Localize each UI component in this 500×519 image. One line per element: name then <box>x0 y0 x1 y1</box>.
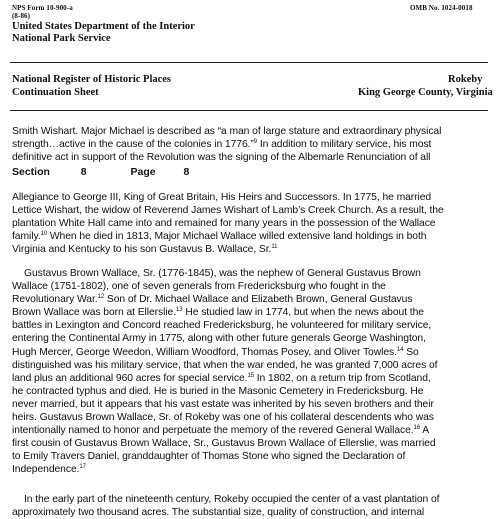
footnote-ref: 10 <box>40 231 48 238</box>
text-line: strength…active in the cause of the colonies in 1776.”$^9$ In addition to military service, his most <box>12 139 432 151</box>
text-line: Revolutionary War.$^{12}$ Son of Dr. Michael Wallace and Elizabeth Brown, General Gustavus <box>12 294 413 306</box>
text-line: Wallace (1751-1802), one of seven generals from Fredericksburg who fought in the <box>12 281 386 293</box>
paragraph-2 <box>12 267 498 477</box>
text-line: land plus an additional 960 acres for special service.$^{15}$ In 1802, on a return trip from Scotland, <box>12 372 431 384</box>
continued-paragraph <box>12 125 498 164</box>
text-line: plantation White Hall came into and remained for many years in the possession of the Wallace <box>12 218 436 230</box>
footnote-ref: 12 <box>97 294 105 301</box>
register-subtitle: Continuation Sheet <box>12 87 99 98</box>
text-line: entering the Continental Army in 1775, along with other future generals George Washington, <box>12 333 426 345</box>
text-line: approximately two thousand acres. The substantial size, quality of construction, and internal <box>12 507 425 519</box>
property-name: Rokeby <box>448 74 483 85</box>
text-line: Hugh Mercer, George Weedon, William Woodford, Thomas Posey, and Oliver Towles.$^{14}$ So <box>12 346 419 358</box>
text-line: first cousin of Gustavus Brown Wallace, Sr., Gustavus Brown Wallace of Ellerslie, was married <box>12 438 436 450</box>
section-label: Section 8 <box>12 166 87 178</box>
text-line: intentionally named to honor and perpetuate the memory of the revered General Wallace.$^{16}$ A <box>12 425 430 437</box>
form-id: NPS Form 10-900-a <box>12 4 73 12</box>
paragraph-3 <box>12 493 498 519</box>
footnote-ref: 13 <box>176 307 183 314</box>
text-line: family.$^{10}$ When he died in 1813, Major Michael Wallace willed extensive land holdings in both <box>12 231 427 243</box>
footnote-ref: 11 <box>271 244 278 251</box>
header-rule-top <box>10 62 488 63</box>
text-line: Brown Wallace was born at Ellerslie.$^{13}$ He studied law in 1774, but when the news about the <box>12 307 424 319</box>
agency-department: United States Department of the Interior <box>12 21 195 32</box>
text-line: Independence.$^{17}$ <box>12 464 86 476</box>
footnote-ref: 9 <box>253 139 258 146</box>
agency-service: National Park Service <box>12 33 111 44</box>
register-title: National Register of Historic Places <box>12 74 172 85</box>
text-line: to Emily Travers Daniel, granddaughter of Thomas Stone who signed the Declaration of <box>12 451 406 463</box>
footnote-ref: 14 <box>396 346 404 353</box>
text-line: Smith Wishart. Major Michael is described as “a man of large stature and extraordinary physical <box>12 126 442 137</box>
footnote-ref: 16 <box>413 425 421 432</box>
page-label: Page 8 <box>130 166 190 178</box>
header-rule-bottom <box>10 110 488 111</box>
text-line: Gustavus Brown Wallace, Sr. (1776-1845), was the nephew of General Gustavus Brown <box>24 268 421 279</box>
footnote-ref: 15 <box>247 372 254 379</box>
text-line: In the early part of the nineteenth century, Rokeby occupied the center of a vast plantation of <box>24 494 440 505</box>
text-line: Allegiance to George III, King of Great Britain, His Heirs and Successors. In 1775, he married <box>12 192 432 203</box>
form-date: (8-86) <box>12 12 31 20</box>
text-line: he contracted typhus and died. He is buried in the Masonic Cemetery in Fredericksburg. He <box>12 385 424 397</box>
omb-number: OMB No. 1024-0018 <box>410 4 473 12</box>
section-page-label <box>12 166 211 178</box>
text-line: Virginia and Kentucky to his son Gustavus B. Wallace, Sr.$^{11}$ <box>12 244 278 256</box>
text-line: heirs. Gustavus Brown Wallace, Sr. of Rokeby was one of his collateral descendents who was <box>12 412 434 424</box>
text-line: distinguished was his military service, that when the war ended, he was granted 7,000 acres of <box>12 359 438 371</box>
text-line: Lettice Wishart, the widow of Reverend James Wishart of Lamb’s Creek Church. As a result, the <box>12 205 444 217</box>
text-line: definitive act in support of the Revolution was the signing of the Albemarle Renunciation of all <box>12 152 431 164</box>
property-location: King George County, Virginia <box>358 87 493 98</box>
text-line: battles in Lexington and Concord reached Fredericksburg, he volunteered for military service, <box>12 320 432 332</box>
text-line: never married, but it appears that his vast estate was inherited by his seven brothers and their <box>12 398 434 410</box>
paragraph-1 <box>12 191 498 256</box>
footnote-ref: 17 <box>79 464 86 471</box>
